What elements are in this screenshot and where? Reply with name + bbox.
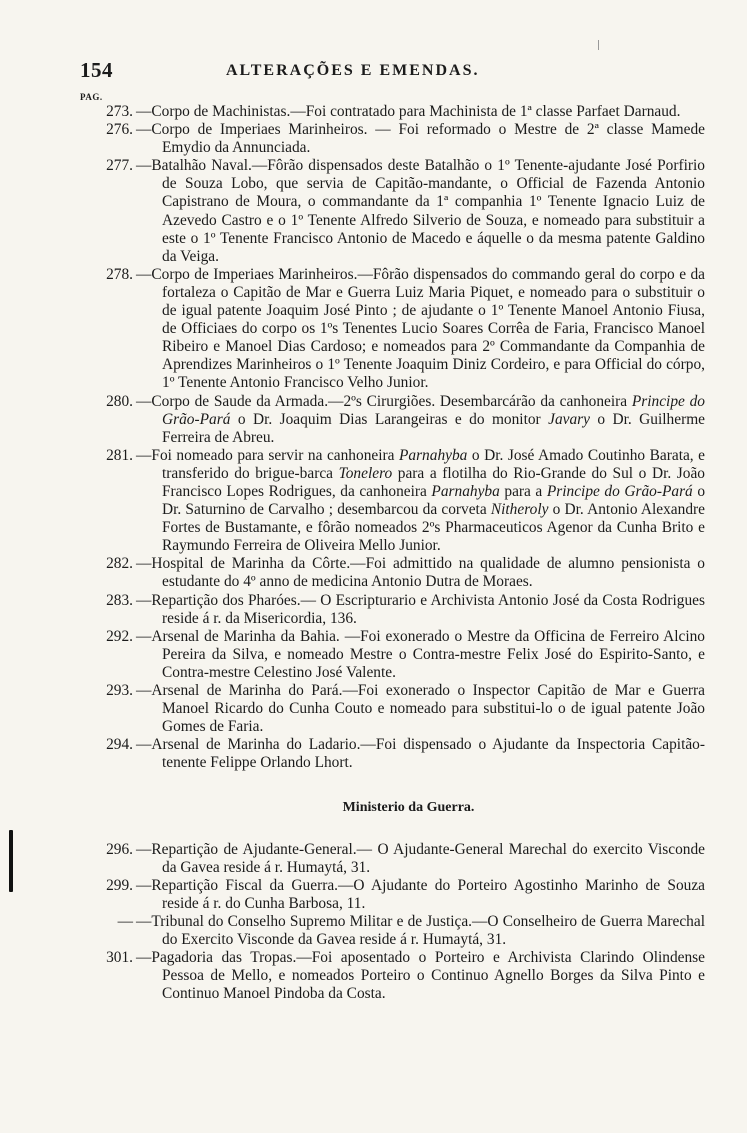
entry-292 (0, 628, 747, 682)
entry-title-separator: — (357, 265, 373, 283)
entry-299 (0, 877, 747, 913)
entry-294 (0, 736, 747, 772)
page-tick-mark (598, 40, 599, 50)
entry-title-separator: — (300, 591, 321, 609)
entry-296 (0, 841, 747, 877)
entry-separator: — (136, 392, 152, 410)
entry-separator: — (136, 121, 152, 139)
entry-number: 299. (106, 876, 133, 894)
entry-text: —Foi nomeado para servir na canhoneira (136, 446, 399, 464)
entry-separator: — (136, 103, 152, 120)
entry-text: O Conselheiro de Guerra Marechal do Exercito Visconde da Gavea reside á r. Humaytá, 31. (162, 912, 705, 949)
document-body (0, 103, 747, 1003)
entry-280 (0, 393, 747, 447)
entry-number: — (117, 912, 133, 930)
entry-title: Arsenal de Marinha da Bahia. (151, 627, 340, 645)
entry-text: O Escripturario e Archivista Antonio José da Costa Rodrigues reside á r. da Misericordia, 136. (162, 591, 705, 627)
running-title: ALTERAÇÕES E EMENDAS. (226, 62, 480, 79)
entry-273 (0, 103, 747, 121)
entry-title: Corpo de Imperiaes Marinheiros. (151, 121, 368, 139)
entry-separator: — (136, 682, 152, 699)
entry-number: 293. (106, 682, 133, 699)
entry-277 (0, 157, 747, 266)
entry-title: Pagadoria das Tropas. (151, 949, 297, 967)
entry-number: 280. (106, 392, 133, 410)
entry-separator: — (136, 736, 152, 754)
entry-title-separator: — (342, 682, 358, 699)
entry-text: o Dr. Saturnino de Carvalho ; desembarcou da corveta (162, 482, 706, 519)
entry-text: o Dr. Joaquim Dias Larangeiras e do monitor (230, 410, 549, 428)
entry-number: 281. (106, 446, 133, 464)
entry-title: Corpo de Machinistas. (151, 103, 291, 120)
entry-text: o Dr. José Amado Coutinho Barata, e transferido do brigue-barca (162, 446, 705, 482)
entry-separator: — (136, 591, 152, 609)
entry-title: Repartição Fiscal da Guerra. (151, 876, 338, 894)
entry-title: Corpo de Saude da Armada. (151, 392, 329, 410)
entry-title: Corpo de Imperiaes Marinheiros. (151, 265, 358, 283)
entry-text: Foi admittido na qualidade de alumno pensionista o estudante do 4º anno de medicina Antonio Dutra de Moraes. (162, 555, 705, 591)
entry-text: O Ajudante do Porteiro Agostinho Marinho de Souza reside á r. do Cunha Barbosa, 11. (162, 876, 706, 912)
entry-title-separator: — (339, 627, 361, 645)
entry-number: 294. (106, 736, 133, 754)
entry-text: Foi contratado para Machinista de 1ª classe Parfaet Darnaud. (305, 103, 681, 120)
entry-title: Arsenal de Marinha do Ladario. (151, 736, 361, 754)
entry-number: 277. (106, 157, 133, 175)
entry-text: Foi exonerado o Inspector Capitão de Mar e Guerra Manoel Ricardo do Cunha Couto e nomeado para substitui-lo o de igual patente João Gomes de Faria. (162, 682, 705, 736)
entry-title-separator: — (290, 103, 306, 120)
entry-title-separator: — (251, 157, 268, 175)
entry-text: —2ºs Cirurgiões. Desembarcárão da canhoneira (328, 392, 632, 410)
entry-281 (0, 447, 747, 556)
entry-number: 282. (106, 555, 133, 573)
ship-name: Nitheroly (490, 501, 549, 519)
ship-name: Parnahyba (431, 482, 500, 500)
entry-text: o Dr. Antonio Alexandre Fortes de Bustamante, e fôrão nomeados 2ºs Pharmaceuticos Agenor da Cunha Brito e Raymundo Ferreira de Oliveira Mello Junior. (162, 501, 705, 555)
ship-name: Principe do Grão-Pará (162, 392, 705, 428)
entry-title-separator: — (356, 840, 378, 858)
entry-separator: — (136, 555, 152, 573)
entry-276 (0, 121, 747, 157)
entry-title: Repartição dos Pharóes. (151, 591, 301, 609)
entry-278 (0, 266, 747, 393)
page-number: 154 (80, 58, 113, 82)
entry-title-separator: — (472, 912, 488, 930)
entry-number: 283. (106, 591, 133, 609)
entry-separator: — (136, 840, 152, 858)
entry-title-separator: — (350, 555, 366, 573)
entry-text: Foi reformado o Mestre de 2ª classe Mamede Emydio da Annunciada. (162, 121, 705, 157)
entry-separator: — (136, 949, 152, 967)
entry-title-separator: — (338, 876, 354, 894)
entry-text: Foi dispensado o Ajudante da Inspectoria Capitão-tenente Felippe Orlando Lhort. (162, 736, 705, 772)
entry-title: Arsenal de Marinha do Pará. (151, 682, 343, 699)
entry-separator: — (136, 912, 152, 930)
entry-number: 276. (106, 121, 133, 139)
entry-text: o Dr. Guilherme Ferreira de Abreu. (162, 410, 706, 446)
entry-282 (0, 555, 747, 591)
entry-text: Fôrão dispensados deste Batalhão o 1º Tenente-ajudante José Porfirio de Souza Lobo, que servia de Capitão-mandante, o Official de Fazenda Antonio Capistrano de Moura, o commandante da 1ª companhia 1º Tenente Ignacio Luiz de Azevedo Castro e o 1º Tenente Alfredo Silverio de Souza, e nomeado para substituir a este o 1º Tenente Francisco Antonio de Macedo e áquelle o da mesma patente Galdino da Veiga. (162, 157, 706, 265)
section-heading: Ministerio da Guerra. (342, 800, 475, 816)
entry-title-separator: — (360, 736, 376, 754)
entry-text: para a flotilha do Rio-Grande do Sul o Dr. João Francisco Lopes Rodrigues, da canhoneira (162, 464, 705, 500)
ship-name: Tonelero (338, 464, 393, 482)
entry-293 (0, 682, 747, 736)
ship-name: Javary (548, 410, 590, 428)
entry-text: Foi aposentado o Porteiro e Archivista Clarindo Olindense Pessoa de Mello, e nomeados Porteiro o Continuo Agnello Borges da Silva Pinto e Continuo Manoel Pindoba da Costa. (162, 949, 705, 1003)
entry-text: Foi exonerado o Mestre da Officina de Ferreiro Alcino Pereira da Silva, e nomeado Mestre o Contra-mestre Felix José do Espirito-Santo, e Contra-mestre Celestino José Valente. (162, 627, 705, 681)
entry-283 (0, 592, 747, 628)
entry-text: Fôrão dispensados do commando geral do corpo e da fortaleza o Capitão de Mar e Guerra Luiz Maria Piquet, e nomeado para o substituir o de igual patente Joaquim José Pinto ; de ajudante o 1º Tenente Manoel Antonio Fiusa, de Officiaes do corpo os 1ºs Tenentes Lucio Soares Corrêa de Faria, Francisco Manoel Ribeiro e Manoel Dias Cardoso; e nomeados para 2º Commandante da Companhia de Aprendizes Marinheiros o 1º Tenente Joaquim Diniz Cordeiro, e para Official do córpo, 1º Tenente Antonio Francisco Velho Junior. (162, 265, 705, 392)
entry-301 (0, 949, 747, 1003)
entry-title: Tribunal do Conselho Supremo Militar e de Justiça. (151, 912, 473, 930)
ship-name: Parnahyba (398, 446, 468, 464)
entry-ditto (0, 913, 747, 949)
margin-ink-mark (9, 830, 13, 892)
entry-text: O Ajudante-General Marechal do exercito Visconde da Gavea reside á r. Humaytá, 31. (162, 840, 705, 876)
entry-separator: — (136, 265, 152, 283)
entry-title: Repartição de Ajudante-General. (151, 840, 357, 858)
pag-label: PAG. (80, 92, 103, 102)
entry-separator: — (136, 627, 152, 645)
entry-separator: — (136, 876, 152, 894)
entry-title: Hospital de Marinha da Côrte. (151, 555, 351, 573)
entry-separator: — (136, 157, 152, 175)
entry-text: para a (499, 482, 547, 500)
entry-title-separator: — (296, 949, 312, 967)
entry-number: 301. (106, 949, 133, 967)
entry-number: 273. (106, 103, 133, 120)
entry-title: Batalhão Naval. (151, 157, 252, 175)
entry-number: 292. (106, 627, 133, 645)
entry-number: 278. (106, 265, 133, 283)
entry-title-separator: — (367, 121, 399, 139)
ship-name: Principe do Grão-Pará (546, 482, 693, 500)
entry-number: 296. (106, 840, 133, 858)
